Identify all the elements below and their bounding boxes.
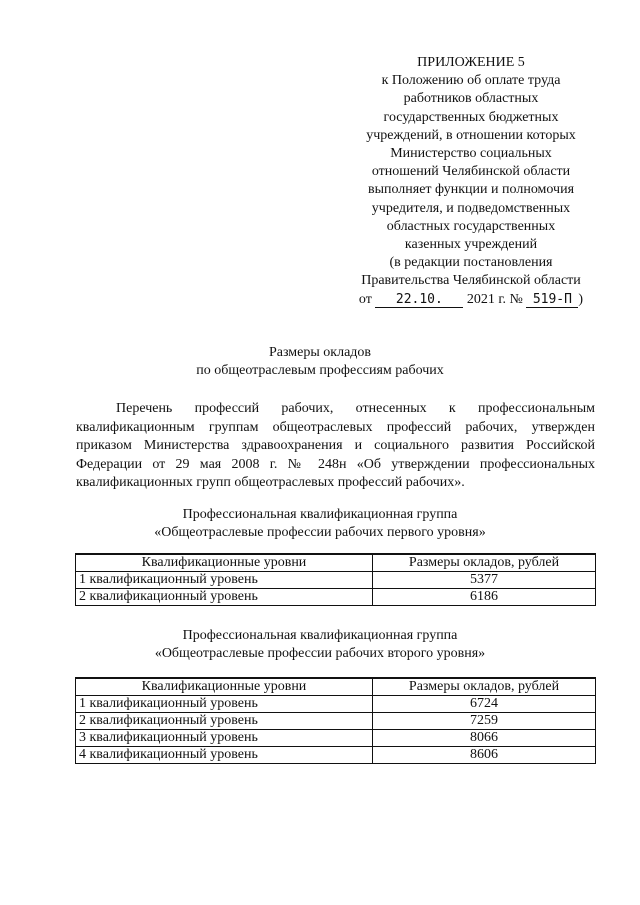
resolution-date: 22.10.: [375, 292, 463, 308]
table-header-row: [76, 554, 596, 572]
year-text: 2021 г. №: [466, 291, 523, 307]
salary-cell: 8606: [373, 747, 596, 764]
appendix-line: работников областных: [403, 91, 539, 107]
table-row: [76, 713, 596, 730]
table-row: [76, 572, 596, 589]
level-cell: 2 квалификационный уровень: [76, 589, 373, 606]
column-header-level: Квалификационные уровни: [76, 554, 373, 572]
salary-cell: 8066: [373, 730, 596, 747]
document-title-line1: Размеры окладов: [268, 345, 372, 360]
group-1-table: [75, 553, 596, 606]
intro-paragraph: Перечень профессий рабочих, отнесенных к профессиональным квалификационным группам общеотраслевых профессий рабочих, утвержден приказом Министерства здравоохранения и социального развития Российской Федерации от 29 мая 2008 г. № 248н «Об утверждении профессиональных квалификационных групп общеотраслевых профессий рабочих».: [76, 401, 595, 490]
table-row: [76, 747, 596, 764]
table-header-row: [76, 678, 596, 696]
appendix-line: казенных учреждений: [404, 237, 538, 253]
level-cell: 2 квалификационный уровень: [76, 713, 373, 730]
column-header-salary: Размеры окладов, рублей: [373, 554, 596, 572]
salary-cell: 5377: [373, 572, 596, 589]
column-header-level: Квалификационные уровни: [76, 678, 373, 696]
document-title: [0, 344, 640, 380]
appendix-line: учредителя, и подведомственных: [371, 200, 571, 216]
appendix-line: выполняет функции и полномочия: [367, 182, 575, 198]
appendix-line: областных государственных: [386, 218, 556, 234]
salary-cell: 6186: [373, 589, 596, 606]
appendix-line: к Положению об оплате труда: [381, 73, 561, 89]
resolution-date-line: [340, 291, 602, 309]
appendix-header: [340, 54, 602, 309]
appendix-line: учреждений, в отношении которых: [366, 127, 576, 143]
group-title-line2: «Общеотраслевые профессии рабочих первого уровня»: [154, 525, 486, 540]
appendix-line: (в редакции постановления: [389, 255, 553, 271]
group-2-table: [75, 677, 596, 764]
appendix-title: ПРИЛОЖЕНИЕ 5: [417, 55, 525, 70]
level-cell: 3 квалификационный уровень: [76, 730, 373, 747]
document-title-line2: по общеотраслевым профессиям рабочих: [196, 363, 444, 378]
group-title-line1: Профессиональная квалификационная группа: [182, 628, 458, 643]
level-cell: 4 квалификационный уровень: [76, 747, 373, 764]
group-2-title: [0, 627, 640, 663]
table-row: [76, 696, 596, 713]
level-cell: 1 квалификационный уровень: [76, 572, 373, 589]
group-title-line2: «Общеотраслевые профессии рабочих второго уровня»: [154, 646, 486, 661]
level-cell: 1 квалификационный уровень: [76, 696, 373, 713]
column-header-salary: Размеры окладов, рублей: [373, 678, 596, 696]
appendix-line: государственных бюджетных: [383, 109, 559, 125]
group-title-line1: Профессиональная квалификационная группа: [182, 507, 458, 522]
salary-cell: 6724: [373, 696, 596, 713]
salary-cell: 7259: [373, 713, 596, 730]
appendix-line: отношений Челябинской области: [371, 164, 571, 180]
appendix-line: Правительства Челябинской области: [361, 273, 581, 289]
appendix-line: Министерство социальных: [390, 146, 552, 162]
table-row: [76, 730, 596, 747]
closing-paren: ): [578, 291, 584, 307]
table-row: [76, 589, 596, 606]
resolution-number: 519-П: [526, 292, 578, 308]
date-prefix: от: [358, 291, 372, 307]
group-1-title: [0, 506, 640, 542]
